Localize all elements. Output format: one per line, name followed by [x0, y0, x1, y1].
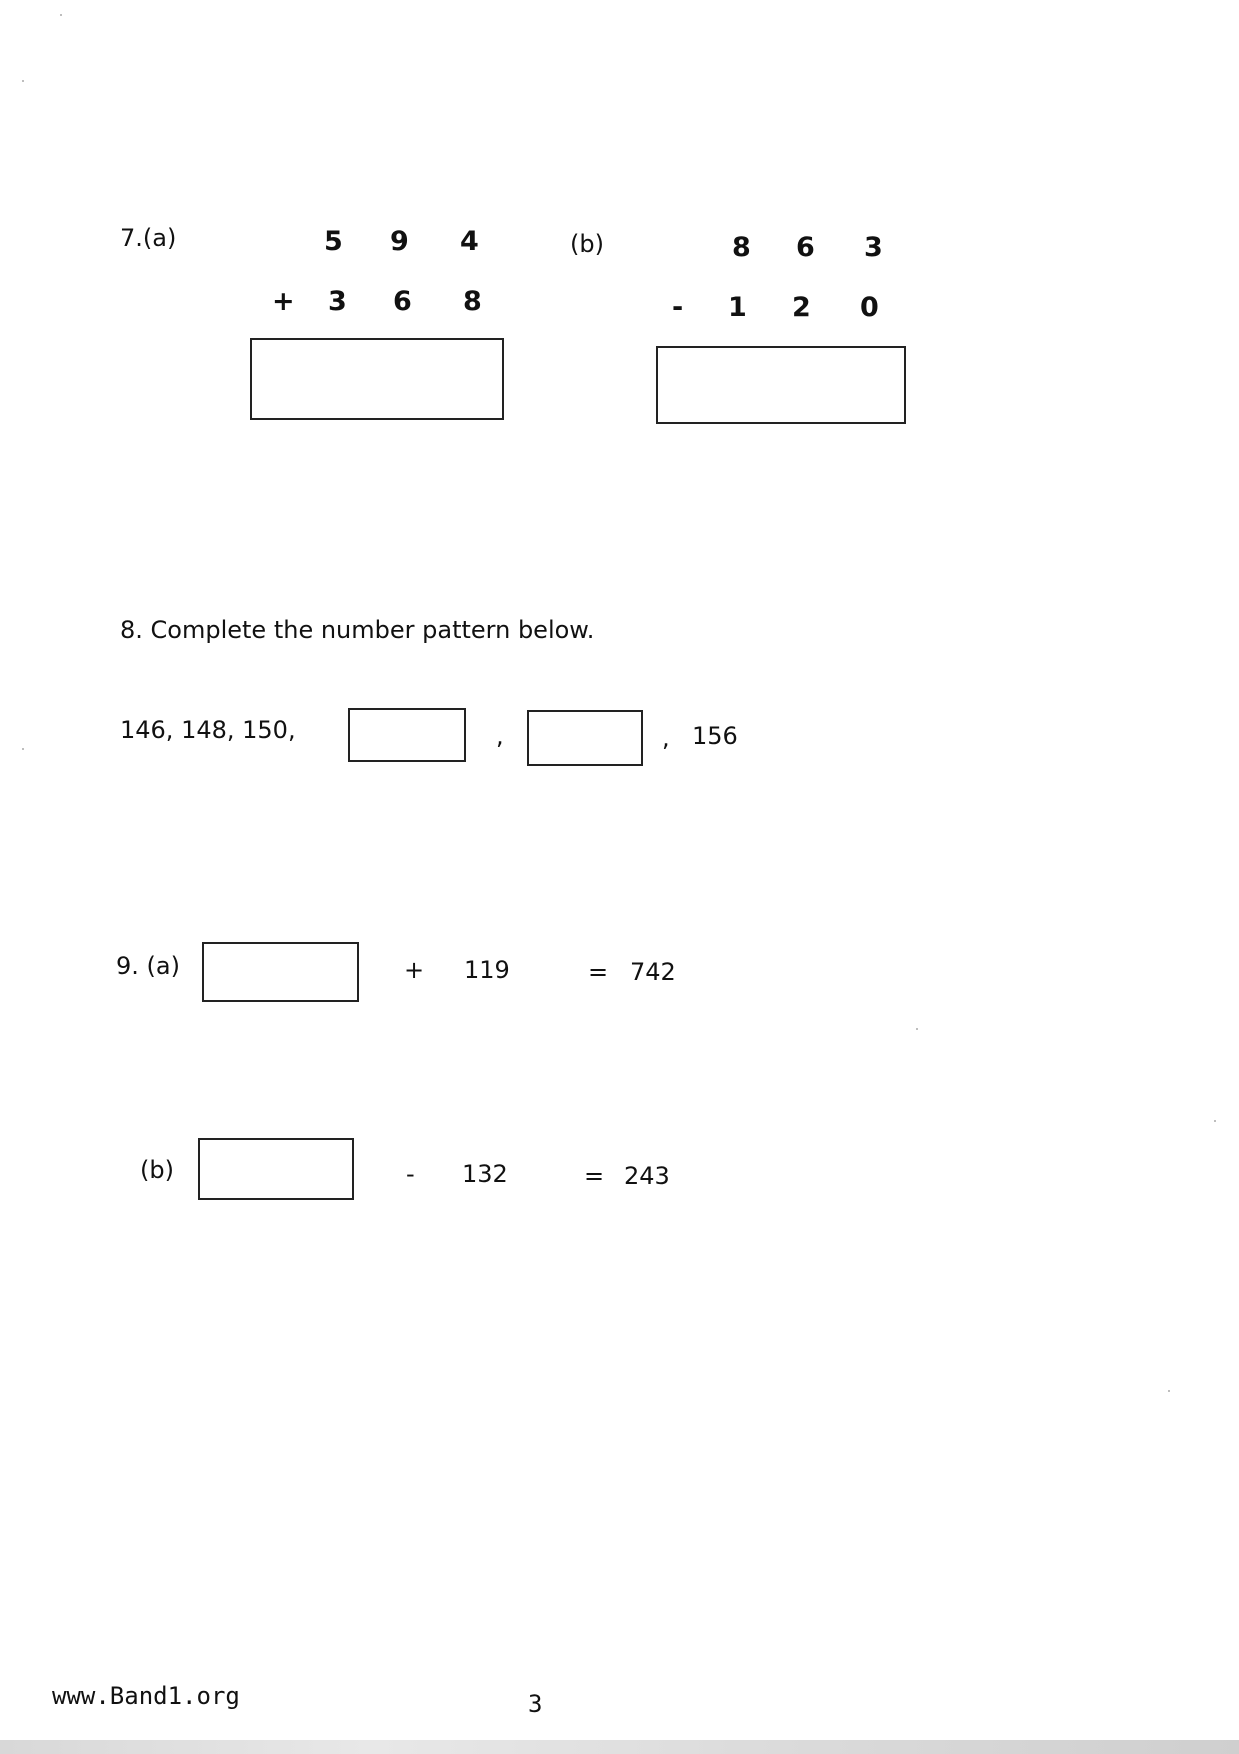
q8-instruction: 8. Complete the number pattern below.	[120, 616, 595, 644]
q7a-bottom-digit-1: 3	[328, 286, 347, 317]
q9b-answer-box[interactable]	[198, 1138, 354, 1200]
scan-speck	[1214, 1120, 1216, 1122]
q7b-bottom-digit-2: 2	[792, 292, 811, 323]
page-number: 3	[528, 1690, 543, 1718]
q7a-top-digit-1: 5	[324, 226, 343, 257]
q8-answer-box-2[interactable]	[527, 710, 643, 766]
q8-given-numbers: 146, 148, 150,	[120, 716, 296, 744]
q7a-answer-box[interactable]	[250, 338, 504, 420]
q7b-minus-sign: -	[672, 292, 684, 323]
q7a-top-digit-2: 9	[390, 226, 409, 257]
q9b-operand: 132	[462, 1160, 508, 1188]
q9a-equals-sign: =	[588, 958, 609, 986]
q7a-bottom-digit-2: 6	[393, 286, 412, 317]
q7b-answer-box[interactable]	[656, 346, 906, 424]
scan-bottom-edge	[0, 1740, 1239, 1754]
footer-website: www.Band1.org	[52, 1682, 240, 1710]
q9a-plus-sign: +	[404, 956, 425, 984]
scan-speck	[22, 80, 24, 82]
q7b-bottom-digit-1: 1	[728, 292, 747, 323]
q7a-plus-sign: +	[272, 286, 295, 317]
q7b-top-digit-3: 3	[864, 232, 883, 263]
q8-separator-1: ,	[496, 722, 504, 750]
q7b-label: (b)	[570, 230, 604, 258]
q9a-result: 742	[630, 958, 676, 986]
q7a-label: 7.(a)	[120, 224, 177, 252]
scan-speck	[916, 1028, 918, 1030]
q9a-label: 9. (a)	[116, 952, 180, 980]
q7a-bottom-digit-3: 8	[463, 286, 482, 317]
scan-speck	[22, 748, 24, 750]
q9b-label: (b)	[140, 1156, 174, 1184]
scan-speck	[60, 14, 62, 16]
q9b-equals-sign: =	[584, 1162, 605, 1190]
q7b-bottom-digit-3: 0	[860, 292, 879, 323]
q9a-operand: 119	[464, 956, 510, 984]
q9a-answer-box[interactable]	[202, 942, 359, 1002]
q7a-top-digit-3: 4	[460, 226, 479, 257]
q8-answer-box-1[interactable]	[348, 708, 466, 762]
q9b-minus-sign: -	[406, 1160, 415, 1188]
q7b-top-digit-2: 6	[796, 232, 815, 263]
scan-speck	[1168, 1390, 1170, 1392]
q9b-result: 243	[624, 1162, 670, 1190]
q7b-top-digit-1: 8	[732, 232, 751, 263]
q8-last-number: 156	[692, 722, 738, 750]
q8-separator-2: ,	[662, 724, 670, 752]
